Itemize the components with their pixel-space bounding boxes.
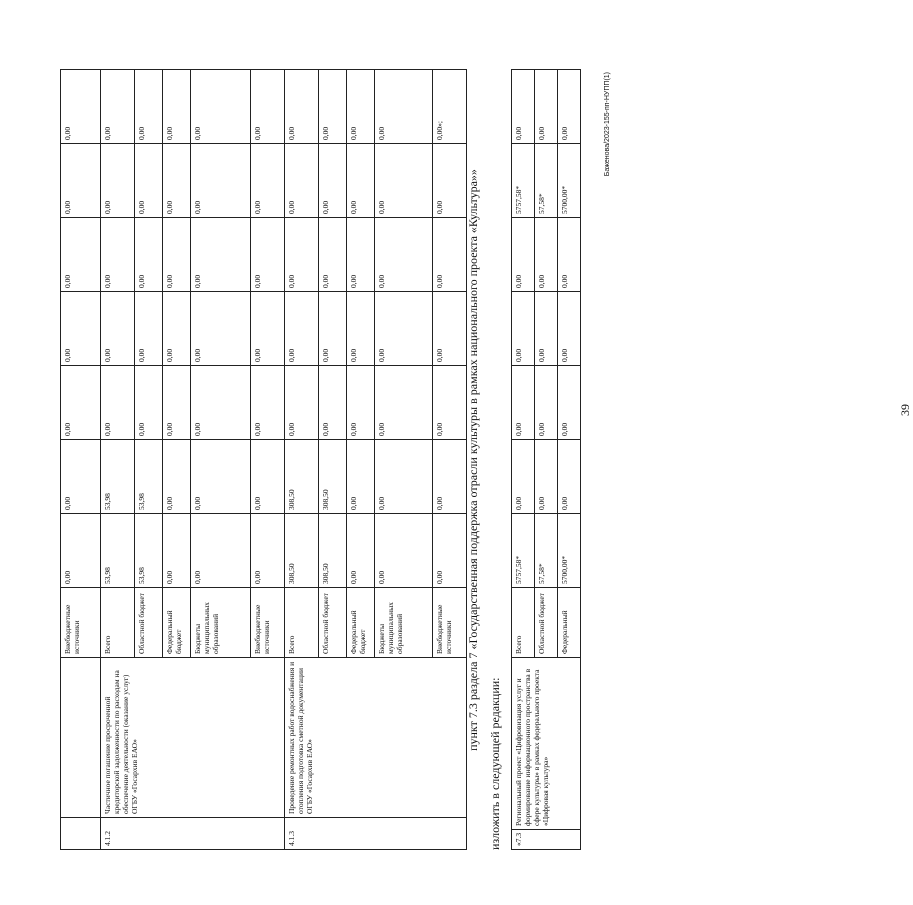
amount-cell: 0,00	[558, 366, 581, 440]
table-row	[101, 70, 135, 850]
amount-cell: 0,00	[512, 366, 535, 440]
amount-cell: 0,00	[251, 218, 285, 292]
funding-table	[60, 69, 467, 850]
amount-cell: 0,00	[285, 366, 319, 440]
amount-cell: 0,00	[135, 366, 163, 440]
amount-cell: 0,00	[347, 218, 375, 292]
amount-cell: 0,00	[375, 292, 433, 366]
amount-cell: 0,00	[285, 218, 319, 292]
funding-table-body	[61, 70, 467, 850]
measure-name: Проведение ремонтных работ водоснабжения и отопления подготовка сметной документации ОГБУ «Госархив ЕАО»	[285, 658, 467, 818]
amount-cell: 0,00	[433, 218, 467, 292]
amount-cell: 0,00	[101, 70, 135, 144]
amount-cell: 0,00	[319, 218, 347, 292]
amount-cell: 5757,58*	[512, 144, 535, 218]
funding-source: Внебюджетные источники	[433, 588, 467, 658]
amount-cell: 0,00	[61, 514, 101, 588]
project-table-body	[512, 70, 581, 850]
amount-cell: 0,00	[512, 70, 535, 144]
row-number: 4.1.3	[285, 818, 467, 850]
amount-cell: 0,00	[61, 144, 101, 218]
amount-cell: 0,00	[535, 292, 558, 366]
amount-cell: 0,00	[558, 70, 581, 144]
amount-cell: 0,00	[375, 514, 433, 588]
section-subheading: изложить в следующей редакции:	[488, 677, 502, 850]
amount-cell: 0,00	[375, 366, 433, 440]
amount-cell: 0,00	[512, 218, 535, 292]
amount-cell: 0,00	[163, 70, 191, 144]
amount-cell: 0,00	[163, 514, 191, 588]
amount-cell: 0,00	[347, 366, 375, 440]
amount-cell: 0,00	[135, 292, 163, 366]
amount-cell: 0,00	[251, 366, 285, 440]
amount-cell: 0,00	[512, 440, 535, 514]
amount-cell: 0,00	[319, 144, 347, 218]
amount-cell: 0,00	[285, 292, 319, 366]
amount-cell: 0,00	[319, 366, 347, 440]
amount-cell: 0,00	[433, 514, 467, 588]
funding-source: Областной бюджет	[535, 588, 558, 658]
amount-cell: 53,98	[101, 440, 135, 514]
funding-source: Всего	[285, 588, 319, 658]
amount-cell: 0,00	[319, 70, 347, 144]
funding-source: Областной бюджет	[135, 588, 163, 658]
amount-cell: 0,00	[375, 440, 433, 514]
amount-cell: 308,50	[285, 514, 319, 588]
amount-cell: 0,00»;	[433, 70, 467, 144]
amount-cell: 0,00	[251, 514, 285, 588]
amount-cell: 0,00	[347, 292, 375, 366]
amount-cell: 0,00	[101, 366, 135, 440]
funding-source: Федеральный бюджет	[347, 588, 375, 658]
page-number: 39	[898, 404, 912, 416]
amount-cell: 5757,58*	[512, 514, 535, 588]
amount-cell: 0,00	[191, 440, 251, 514]
amount-cell: 0,00	[135, 144, 163, 218]
amount-cell: 0,00	[191, 514, 251, 588]
amount-cell: 53,98	[101, 514, 135, 588]
funding-source: Федеральный бюджет	[163, 588, 191, 658]
table-row	[285, 70, 319, 850]
amount-cell: 0,00	[191, 144, 251, 218]
amount-cell: 0,00	[285, 144, 319, 218]
amount-cell: 5700,00*	[558, 144, 581, 218]
amount-cell: 0,00	[347, 70, 375, 144]
amount-cell: 0,00	[347, 514, 375, 588]
amount-cell: 0,00	[61, 440, 101, 514]
row-number: 4.1.2	[101, 818, 285, 850]
amount-cell: 0,00	[433, 144, 467, 218]
table-row	[61, 70, 101, 850]
funding-source: Всего	[101, 588, 135, 658]
amount-cell: 0,00	[135, 218, 163, 292]
amount-cell: 0,00	[61, 292, 101, 366]
amount-cell: 0,00	[535, 70, 558, 144]
amount-cell: 308,50	[319, 440, 347, 514]
row-number	[61, 818, 101, 850]
amount-cell: 0,00	[101, 292, 135, 366]
amount-cell: 53,98	[135, 440, 163, 514]
amount-cell: 0,00	[191, 292, 251, 366]
amount-cell: 0,00	[61, 366, 101, 440]
amount-cell: 0,00	[347, 144, 375, 218]
project-name: Региональный проект «Цифровизация услуг и формирование информационного пространства в сфере культуры» в рамках федерального проекта «Цифровая культура»	[512, 658, 581, 830]
row-number: «7.3	[512, 830, 581, 850]
amount-cell: 0,00	[163, 144, 191, 218]
amount-cell: 0,00	[535, 366, 558, 440]
amount-cell: 0,00	[135, 70, 163, 144]
amount-cell: 0,00	[285, 70, 319, 144]
funding-source: Внебюджетные источники	[61, 588, 101, 658]
amount-cell: 0,00	[191, 70, 251, 144]
table-row	[512, 70, 535, 850]
funding-source: Всего	[512, 588, 535, 658]
amount-cell: 0,00	[251, 292, 285, 366]
amount-cell: 0,00	[101, 218, 135, 292]
amount-cell: 0,00	[375, 70, 433, 144]
amount-cell: 0,00	[61, 70, 101, 144]
amount-cell: 5700,00*	[558, 514, 581, 588]
amount-cell: 0,00	[535, 440, 558, 514]
amount-cell: 0,00	[191, 366, 251, 440]
amount-cell: 0,00	[433, 292, 467, 366]
amount-cell: 0,00	[433, 366, 467, 440]
amount-cell: 0,00	[558, 218, 581, 292]
amount-cell: 57,58*	[535, 514, 558, 588]
funding-source: Бюджеты муниципальных образований	[191, 588, 251, 658]
amount-cell: 0,00	[191, 218, 251, 292]
amount-cell: 0,00	[347, 440, 375, 514]
measure-name: Частичное погашение просроченной кредиторской задолженности по расходам на обеспечение деятельности (оказание услуг) ОГБУ «Госархив ЕАО»	[101, 658, 285, 818]
funding-source: Бюджеты муниципальных образований	[375, 588, 433, 658]
amount-cell: 0,00	[163, 292, 191, 366]
funding-source: Федеральный	[558, 588, 581, 658]
amount-cell: 0,00	[558, 440, 581, 514]
funding-source: Внебюджетные источники	[251, 588, 285, 658]
amount-cell: 0,00	[535, 218, 558, 292]
measure-name	[61, 658, 101, 818]
amount-cell: 0,00	[251, 144, 285, 218]
amount-cell: 0,00	[101, 144, 135, 218]
amount-cell: 0,00	[375, 218, 433, 292]
amount-cell: 0,00	[163, 440, 191, 514]
project-table	[511, 69, 581, 850]
amount-cell: 0,00	[375, 144, 433, 218]
amount-cell: 53,98	[135, 514, 163, 588]
document-code: Баженова/2023-155-пп-НУПП(1)	[604, 72, 611, 177]
amount-cell: 0,00	[251, 440, 285, 514]
amount-cell: 308,50	[285, 440, 319, 514]
amount-cell: 0,00	[433, 440, 467, 514]
amount-cell: 0,00	[163, 366, 191, 440]
funding-source: Областной бюджет	[319, 588, 347, 658]
document-sheet	[60, 70, 580, 850]
amount-cell: 0,00	[319, 292, 347, 366]
amount-cell: 57,58*	[535, 144, 558, 218]
amount-cell: 0,00	[512, 292, 535, 366]
section-heading: пункт 7.3 раздела 7 «Государственная поддержка отрасли культуры в рамках национального проекта «Культура»»	[466, 169, 480, 751]
amount-cell: 0,00	[163, 218, 191, 292]
amount-cell: 0,00	[61, 218, 101, 292]
amount-cell: 0,00	[251, 70, 285, 144]
rotated-page	[60, 70, 912, 850]
amount-cell: 308,50	[319, 514, 347, 588]
amount-cell: 0,00	[558, 292, 581, 366]
